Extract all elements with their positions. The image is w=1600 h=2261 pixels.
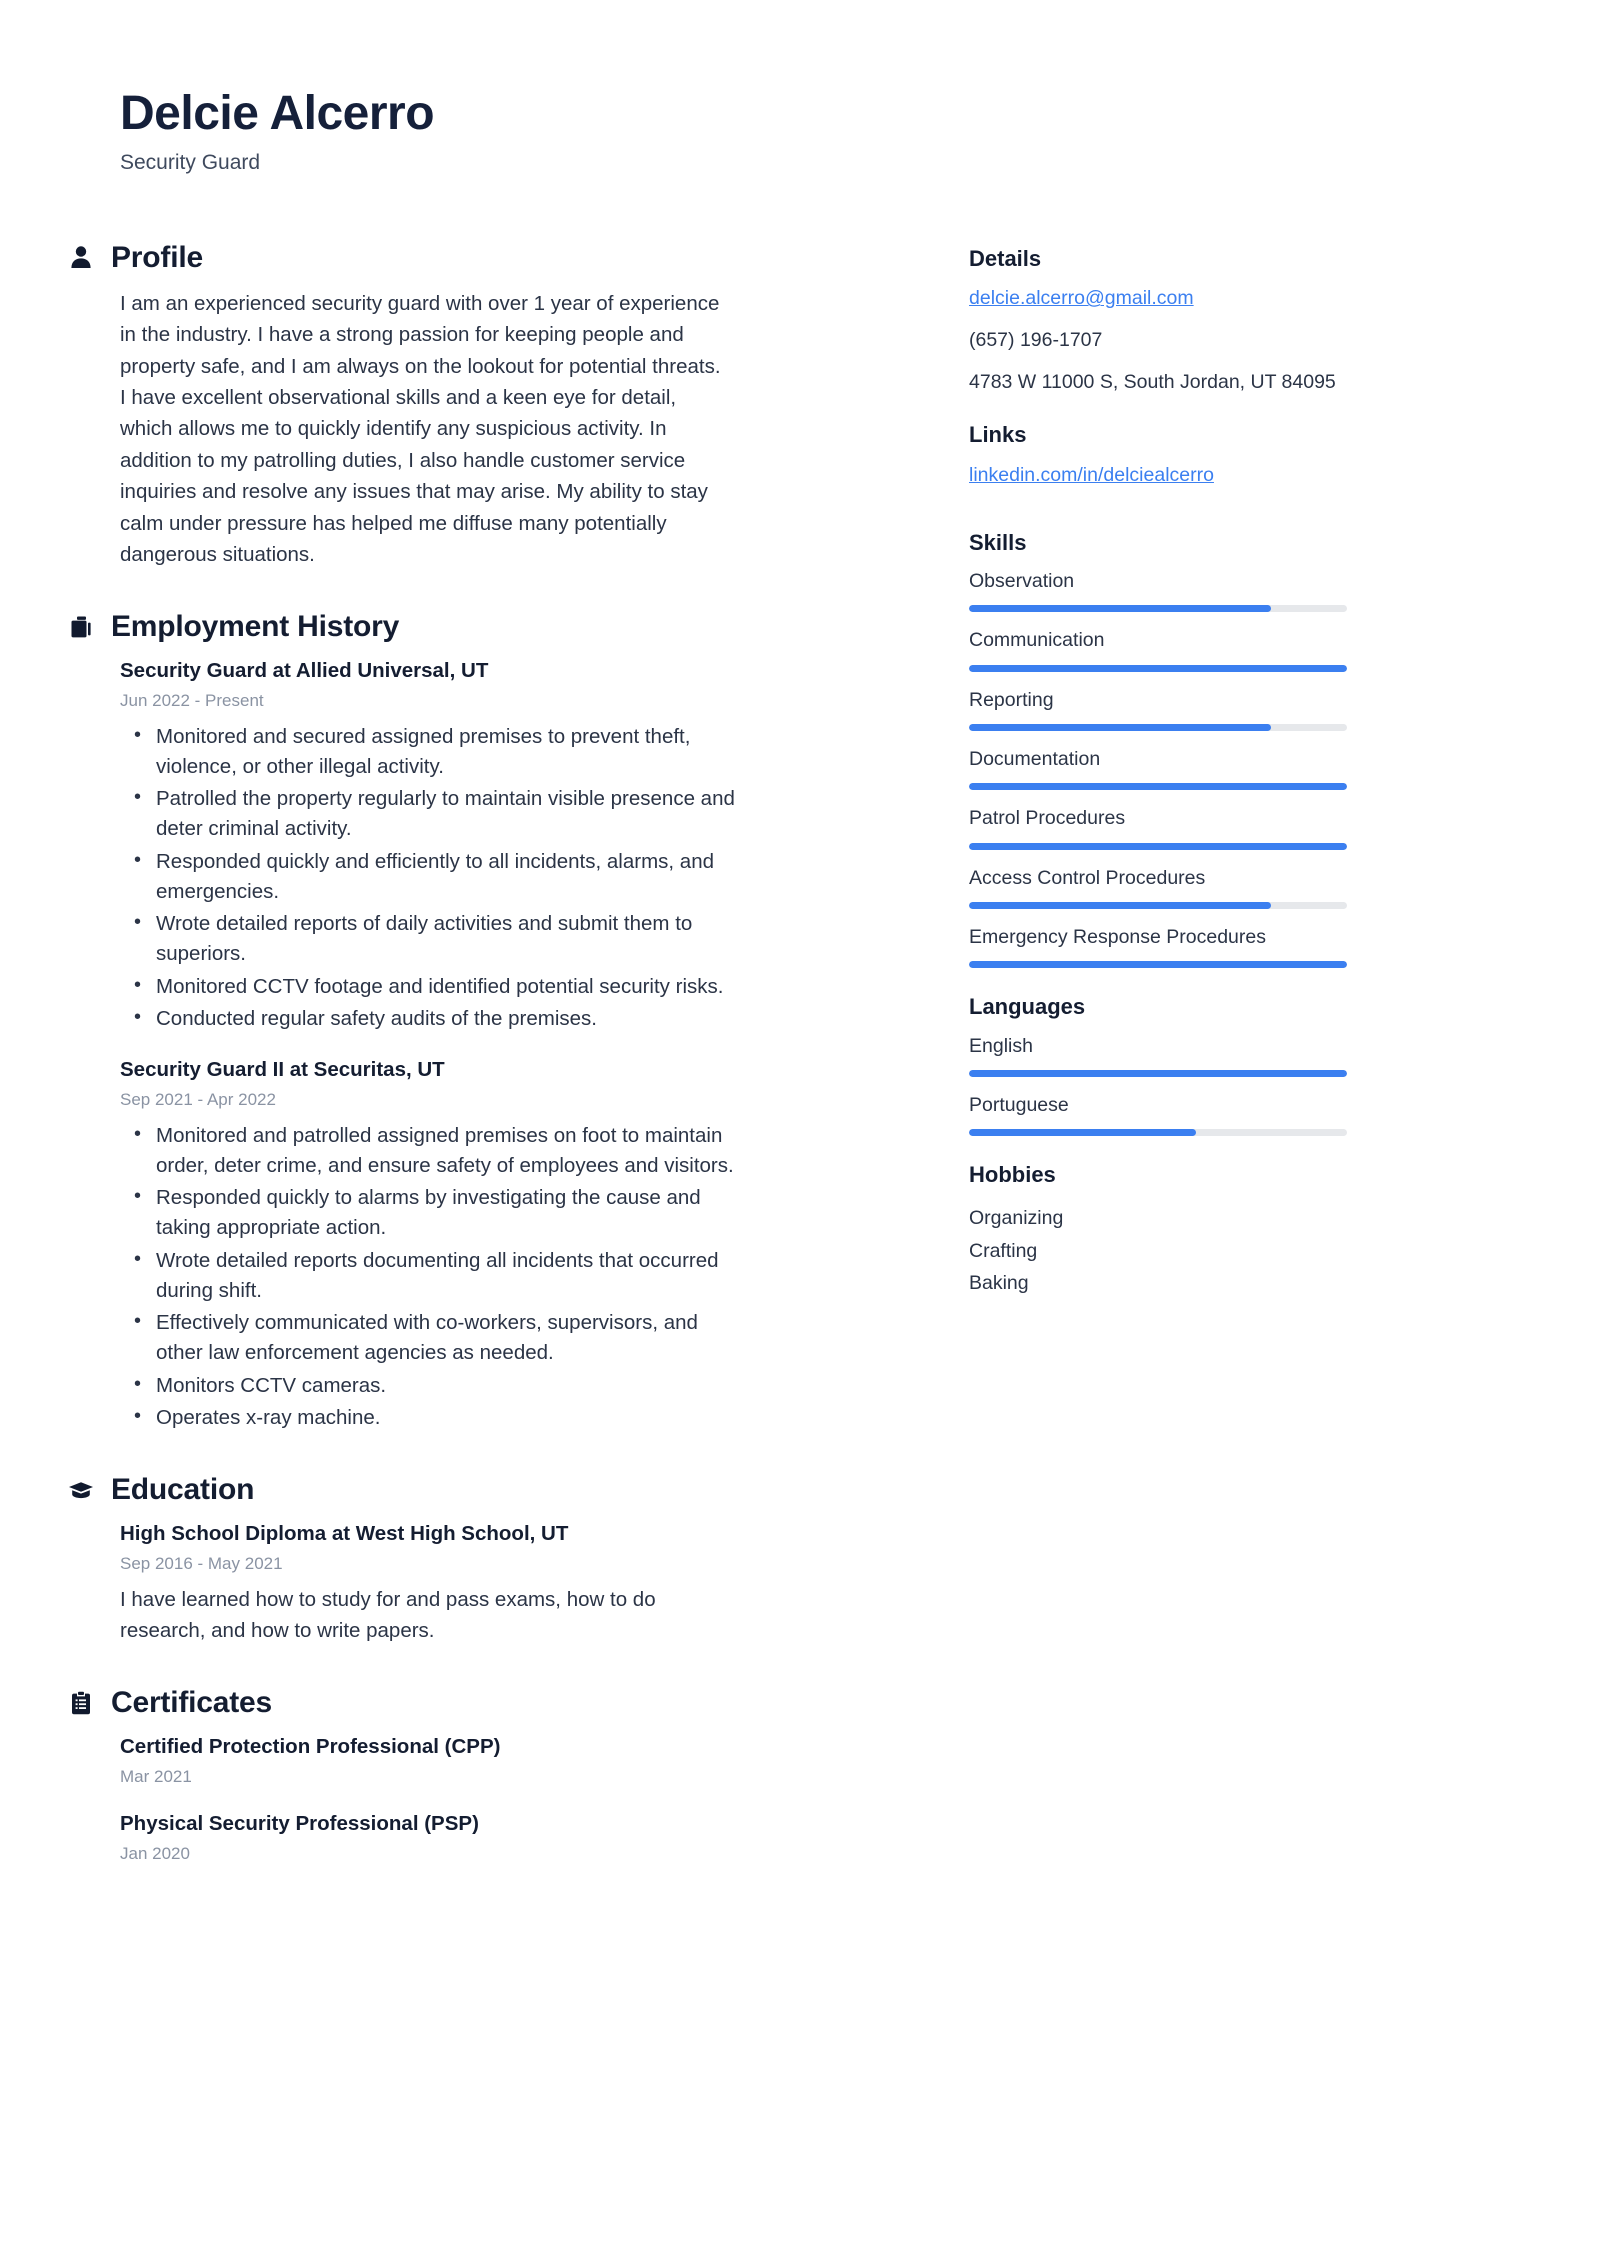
list-item: • Effectively communicated with co-workers, supervisors, and other law enforcement agencies as needed. xyxy=(156,1308,736,1367)
details-heading: Details xyxy=(969,245,1042,271)
certificates-body xyxy=(68,1733,925,1865)
list-item: • Monitored and patrolled assigned premises on foot to maintain order, deter crime, and ensure safety of employees and visitors. xyxy=(156,1121,736,1180)
skill-bar-track xyxy=(969,724,1347,731)
linkedin-link[interactable]: linkedin.com/in/delciealcerro xyxy=(969,463,1214,486)
graduation-cap-icon xyxy=(68,1476,94,1504)
employment-body xyxy=(68,657,925,1433)
employment-entry-date: Jun 2022 - Present xyxy=(120,690,264,710)
phone-text: (657) 196-1707 xyxy=(969,329,1103,352)
employment-entry-title: Security Guard II at Securitas, UT xyxy=(120,1058,445,1082)
skill-bar-track xyxy=(969,902,1347,909)
language-label: English xyxy=(969,1034,1033,1057)
certificate-title: Physical Security Professional (PSP) xyxy=(120,1812,479,1836)
candidate-name: Delcie Alcerro xyxy=(120,87,435,140)
certificates-heading: Certificates xyxy=(111,1686,273,1720)
education-entry-date: Sep 2016 - May 2021 xyxy=(120,1553,283,1573)
email-link[interactable]: delcie.alcerro@gmail.com xyxy=(969,287,1194,310)
profile-heading-row xyxy=(68,241,925,274)
language-bar-track xyxy=(969,1129,1347,1136)
section-profile xyxy=(68,241,925,570)
skill-item xyxy=(969,925,1425,968)
skill-bar-fill xyxy=(969,783,1347,790)
employment-entry xyxy=(120,1056,925,1433)
employment-entry-date: Sep 2021 - Apr 2022 xyxy=(120,1089,276,1109)
person-icon xyxy=(68,243,94,271)
employment-heading: Employment History xyxy=(111,610,400,644)
certificate-date: Mar 2021 xyxy=(120,1767,192,1787)
list-item: • Monitored CCTV footage and identified potential security risks. xyxy=(156,972,736,1002)
sidebar-languages xyxy=(969,994,1425,1136)
briefcase-icon xyxy=(68,613,94,641)
list-item: • Monitors CCTV cameras. xyxy=(156,1371,736,1401)
profile-heading: Profile xyxy=(111,240,203,274)
skill-label: Observation xyxy=(969,569,1075,592)
profile-body xyxy=(68,288,925,570)
section-education xyxy=(68,1473,925,1646)
skill-bar-fill xyxy=(969,605,1271,612)
list-item: • Conducted regular safety audits of the premises. xyxy=(156,1004,736,1034)
sidebar-details xyxy=(969,246,1425,396)
skill-bar-track xyxy=(969,843,1347,850)
skill-bar-fill xyxy=(969,843,1347,850)
list-item: • Wrote detailed reports documenting all incidents that occurred during shift. xyxy=(156,1246,736,1305)
employment-entry-bullets xyxy=(120,722,925,1034)
skill-item xyxy=(969,747,1425,790)
address-text: 4783 W 11000 S, South Jordan, UT 84095 xyxy=(969,370,1336,393)
skill-item xyxy=(969,806,1425,849)
resume-header xyxy=(0,0,1600,175)
spacer xyxy=(68,1443,925,1473)
main-column xyxy=(0,241,945,1875)
language-bar-fill xyxy=(969,1129,1196,1136)
links-heading: Links xyxy=(969,422,1027,448)
hobby-item: Baking xyxy=(969,1272,1029,1295)
skill-label: Communication xyxy=(969,629,1105,652)
skill-bar-fill xyxy=(969,961,1347,968)
list-item: • Responded quickly to alarms by investigating the cause and taking appropriate action. xyxy=(156,1183,736,1242)
education-entry-title: High School Diploma at West High School, UT xyxy=(120,1522,569,1546)
skill-bar-fill xyxy=(969,665,1347,672)
skill-label: Emergency Response Procedures xyxy=(969,925,1266,948)
resume-columns xyxy=(0,241,1600,1875)
language-item xyxy=(969,1034,1425,1077)
hobbies-heading: Hobbies xyxy=(969,1162,1056,1188)
education-entry-description: I have learned how to study for and pass exams, how to do research, and how to write papers. xyxy=(120,1587,656,1642)
hobby-item: Organizing xyxy=(969,1206,1064,1229)
list-item: • Responded quickly and efficiently to all incidents, alarms, and emergencies. xyxy=(156,847,736,906)
spacer xyxy=(68,1656,925,1686)
list-item: • Patrolled the property regularly to maintain visible presence and deter criminal activity. xyxy=(156,784,736,843)
skill-label: Reporting xyxy=(969,688,1054,711)
sidebar-hobbies xyxy=(969,1162,1425,1300)
skills-heading: Skills xyxy=(969,529,1027,555)
education-body xyxy=(68,1520,925,1646)
certificate-title: Certified Protection Professional (CPP) xyxy=(120,1735,501,1759)
clipboard-icon xyxy=(68,1689,94,1717)
certificate-entry xyxy=(120,1810,925,1865)
education-entry xyxy=(120,1520,925,1646)
skill-item xyxy=(969,866,1425,909)
certificates-heading-row xyxy=(68,1686,925,1719)
skill-item xyxy=(969,628,1425,671)
sidebar-skills xyxy=(969,530,1425,969)
hobby-item: Crafting xyxy=(969,1239,1038,1262)
spacer xyxy=(68,580,925,610)
employment-heading-row xyxy=(68,610,925,643)
employment-entry xyxy=(120,657,925,1034)
certificate-entry xyxy=(120,1733,925,1788)
section-certificates xyxy=(68,1686,925,1865)
languages-heading: Languages xyxy=(969,994,1086,1020)
education-heading-row xyxy=(68,1473,925,1506)
education-heading: Education xyxy=(111,1473,255,1507)
skill-label: Documentation xyxy=(969,747,1101,770)
employment-entry-bullets xyxy=(120,1121,925,1433)
skill-bar-track xyxy=(969,605,1347,612)
list-item: • Monitored and secured assigned premises to prevent theft, violence, or other illegal activity. xyxy=(156,722,736,781)
candidate-job-title: Security Guard xyxy=(120,150,261,174)
section-employment xyxy=(68,610,925,1433)
skill-bar-fill xyxy=(969,724,1271,731)
skill-bar-fill xyxy=(969,902,1271,909)
list-item: • Operates x-ray machine. xyxy=(156,1403,736,1433)
skill-bar-track xyxy=(969,783,1347,790)
sidebar-column xyxy=(945,241,1425,1326)
skill-item xyxy=(969,569,1425,612)
employment-entry-title: Security Guard at Allied Universal, UT xyxy=(120,659,489,683)
language-item xyxy=(969,1093,1425,1136)
language-bar-fill xyxy=(969,1070,1347,1077)
list-item: • Wrote detailed reports of daily activities and submit them to superiors. xyxy=(156,909,736,968)
sidebar-links xyxy=(969,422,1425,503)
skill-bar-track xyxy=(969,961,1347,968)
language-bar-track xyxy=(969,1070,1347,1077)
skill-bar-track xyxy=(969,665,1347,672)
language-label: Portuguese xyxy=(969,1094,1069,1117)
certificate-date: Jan 2020 xyxy=(120,1843,190,1863)
profile-text: I am an experienced security guard with over 1 year of experience in the industry. I have a strong passion for keeping people and property safe, and I am always on the lookout for potential threats. I have excellent observational skills and a keen eye for detail, which allows me to quickly identify any suspicious activity. In addition to my patrolling duties, I also handle customer service inquiries and resolve any issues that may arise. My ability to stay calm under pressure has helped me diffuse many potentially dangerous situations. xyxy=(120,291,721,566)
skill-label: Access Control Procedures xyxy=(969,866,1206,889)
skill-label: Patrol Procedures xyxy=(969,807,1126,830)
skill-item xyxy=(969,688,1425,731)
